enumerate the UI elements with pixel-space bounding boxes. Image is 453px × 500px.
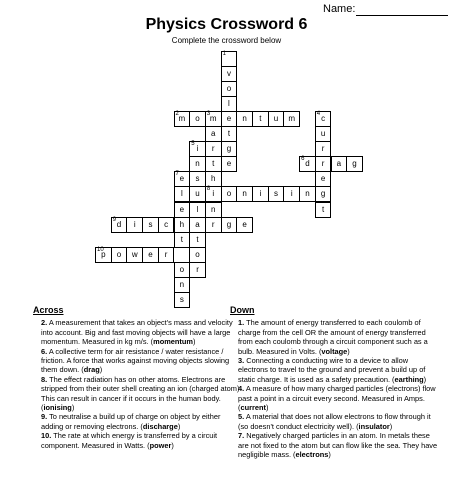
clue-text: The amount of energy transferred to each coulomb of charge from the cell OR the amount of energy transferred from each coulomb through a circuit component such as a bulb. Measured in Volts. xyxy=(238,318,428,356)
across-clue: 6. A collective term for air resistance / water resistance / friction. A force that works against moving objects slowing them down. (drag) xyxy=(41,346,230,375)
crossword-cell[interactable] xyxy=(189,141,206,157)
crossword-cell[interactable] xyxy=(174,202,191,218)
cell-letter: o xyxy=(116,249,122,259)
cell-letter: h xyxy=(211,174,216,184)
cell-letter: t xyxy=(227,129,231,139)
cell-letter: n xyxy=(242,189,247,199)
cell-letter: n xyxy=(195,159,200,169)
crossword-cell[interactable] xyxy=(205,202,222,218)
crossword-cell[interactable] xyxy=(315,126,332,142)
cell-letter: o xyxy=(226,84,232,94)
clue-text: A measure of how many charged particles (electrons) flow past a point in a circuit every second. Measured in Amps. xyxy=(238,384,436,403)
crossword-cell[interactable] xyxy=(268,186,285,202)
cell-letter: e xyxy=(226,114,232,124)
cell-letter: r xyxy=(211,219,215,229)
crossword-cell[interactable] xyxy=(189,247,206,263)
clue-number: 1. xyxy=(238,318,245,328)
cell-letter: c xyxy=(321,114,326,124)
cell-letter: i xyxy=(259,189,262,199)
clue-number: 5 xyxy=(191,141,195,148)
across-heading: Across xyxy=(33,305,64,315)
crossword-cell[interactable] xyxy=(268,111,285,127)
cell-letter: s xyxy=(179,294,184,304)
crossword-cell[interactable] xyxy=(111,217,128,233)
crossword-cell[interactable] xyxy=(236,217,253,233)
clue-number: 10. xyxy=(41,431,52,441)
clue-number: 7. xyxy=(238,431,245,441)
clue-answer: power xyxy=(149,440,172,450)
crossword-cell[interactable] xyxy=(174,277,191,293)
down-clue: 5. A material that does not allow electrons to flow through it (so doesn't conduct electricity well). (insulator) xyxy=(238,412,431,431)
crossword-cell[interactable] xyxy=(174,262,191,278)
cell-letter: i xyxy=(133,219,136,229)
down-clue-list xyxy=(230,318,440,459)
crossword-cell[interactable] xyxy=(205,217,222,233)
crossword-cell[interactable] xyxy=(205,126,222,142)
cell-letter: t xyxy=(196,234,199,244)
crossword-cell[interactable] xyxy=(189,171,206,187)
crossword-cell[interactable] xyxy=(126,217,143,233)
cell-letter: i xyxy=(212,189,215,199)
cell-letter: u xyxy=(320,129,326,139)
page-subtitle: Complete the crossword below xyxy=(171,36,282,45)
clue-number: 2 xyxy=(175,111,179,118)
cell-letter: o xyxy=(226,189,232,199)
cell-letter: g xyxy=(226,144,232,154)
crossword-cell[interactable] xyxy=(205,156,222,172)
across-clue: 2. A measurement that takes an object's mass and velocity into account. Big and fast moving objects will have a large momentum. Measured in kg m/s. (momentum) xyxy=(41,318,233,347)
clue-number: 8. xyxy=(41,374,48,384)
crossword-cell[interactable] xyxy=(189,217,206,233)
clue-number: 10 xyxy=(97,246,104,253)
across-clue-list xyxy=(33,318,243,450)
cell-letter: o xyxy=(195,114,200,124)
clue-number: 4. xyxy=(238,384,245,394)
crossword-cell[interactable] xyxy=(315,141,332,157)
cell-letter: r xyxy=(211,144,215,154)
clue-answer: discharge xyxy=(142,421,178,431)
clue-answer: earthing xyxy=(394,374,424,384)
cell-letter: g xyxy=(226,219,232,229)
crossword-cell[interactable] xyxy=(221,111,238,127)
crossword-cell[interactable] xyxy=(236,186,253,202)
clue-answer: ionising xyxy=(43,403,72,413)
clue-answer: current xyxy=(240,403,266,413)
clue-answer: momentum xyxy=(153,337,193,347)
cell-letter: n xyxy=(242,114,247,124)
clue-answer: electrons xyxy=(295,450,329,460)
clue-number: 3. xyxy=(238,356,245,366)
clue-text: Connecting a conducting wire to a device to allow electrons to travel to the ground and prevent a build up of static charge. It is used as a safety precaution. xyxy=(238,356,426,384)
crossword-cell[interactable] xyxy=(221,141,238,157)
down-clue: 3. Connecting a conducting wire to a device to allow electrons to travel to the ground and prevent a build up of static charge. It is used as a safety precaution. (earthing) xyxy=(238,356,427,384)
clue-answer: voltage xyxy=(321,346,348,356)
crossword-cell[interactable] xyxy=(126,247,143,263)
crossword-cell[interactable] xyxy=(299,156,316,172)
clue-text: The rate at which energy is transferred by a circuit component. Measured in Watts. xyxy=(41,431,218,450)
crossword-cell[interactable] xyxy=(252,186,269,202)
clue-text: A collective term for air resistance / water resistance / friction. A force that works against moving objects slowing them down. xyxy=(41,346,230,375)
cell-letter: l xyxy=(228,99,230,109)
cell-letter: r xyxy=(321,159,325,169)
crossword-cell[interactable] xyxy=(315,202,332,218)
cell-letter: a xyxy=(211,129,216,139)
crossword-cell[interactable] xyxy=(158,217,175,233)
cell-letter: o xyxy=(195,249,200,259)
crossword-cell[interactable] xyxy=(142,217,159,233)
cell-letter: l xyxy=(180,189,183,199)
crossword-cell[interactable] xyxy=(221,81,238,97)
down-clue: 4. A measure of how many charged particles (electrons) flow past a point in a circuit every second. Measured in Amps. (current) xyxy=(238,384,436,413)
crossword-cell[interactable] xyxy=(221,156,238,172)
crossword-cell[interactable] xyxy=(315,171,332,187)
cell-letter: t xyxy=(259,114,262,124)
clue-number: 2. xyxy=(41,318,48,328)
cell-letter: v xyxy=(226,69,231,79)
clue-number: 3 xyxy=(206,111,211,118)
crossword-cell[interactable] xyxy=(221,96,238,112)
crossword-cell[interactable] xyxy=(315,156,332,172)
clue-number: 7 xyxy=(175,171,179,178)
crossword-cell[interactable] xyxy=(174,186,191,202)
crossword-cell[interactable] xyxy=(346,156,363,172)
cell-letter: p xyxy=(101,249,106,259)
clue-text: Negatively charged particles in an atom. In metals these are not fixed to the atom but can flow like the sea. They have negligible mass. xyxy=(238,431,438,460)
crossword-cell[interactable] xyxy=(221,217,238,233)
crossword-cell[interactable] xyxy=(283,186,300,202)
crossword-cell[interactable] xyxy=(174,217,191,233)
across-clue: 8. The effect radiation has on other atoms. Electrons are stripped from their outer shell creating an ion (charged atom) This can result in cancer if it occurs in the human body. (ionising) xyxy=(41,374,240,413)
cell-letter: w xyxy=(131,249,138,259)
cell-letter: d xyxy=(305,159,310,169)
crossword-cell[interactable] xyxy=(205,186,222,202)
crossword-cell[interactable] xyxy=(189,156,206,172)
cell-letter: a xyxy=(336,159,342,169)
clue-number: 5. xyxy=(238,412,245,422)
crossword-cell[interactable] xyxy=(315,186,332,202)
clue-answer: insulator xyxy=(358,421,390,431)
cell-letter: c xyxy=(164,219,169,229)
clue-text: A material that does not allow electrons to flow through it (so doesn't conduct electricity well). xyxy=(238,412,431,431)
cell-letter: s xyxy=(274,189,279,199)
crossword-cell[interactable] xyxy=(158,247,175,263)
cell-letter: n xyxy=(179,279,185,289)
crossword-cell[interactable] xyxy=(189,262,206,278)
cell-letter: u xyxy=(195,189,200,199)
cell-letter: e xyxy=(148,249,153,259)
cell-letter: t xyxy=(180,234,183,244)
cell-letter: e xyxy=(226,159,232,169)
cell-letter: d xyxy=(116,219,122,229)
cell-letter: r xyxy=(196,264,199,274)
crossword-cell[interactable] xyxy=(221,66,238,82)
crossword-cell[interactable] xyxy=(174,111,191,127)
cell-letter: r xyxy=(321,144,325,154)
clue-number: 9 xyxy=(112,216,117,223)
crossword-cell[interactable] xyxy=(221,126,238,142)
cell-letter: m xyxy=(209,114,217,124)
crossword-cell[interactable] xyxy=(252,111,269,127)
clue-number: 6. xyxy=(41,346,48,356)
cell-letter: o xyxy=(179,264,185,274)
clue-number: 8 xyxy=(206,186,211,193)
crossword-cell[interactable] xyxy=(221,186,238,202)
cell-letter: e xyxy=(242,219,247,229)
crossword-cell[interactable] xyxy=(174,171,191,187)
page-title: Physics Crossword 6 xyxy=(145,16,308,33)
down-clue: 1. The amount of energy transferred to each coulomb of charge from the cell OR the amount of energy transferred from each coulomb through a circuit component such as a bulb. Measured in Volts. (voltage) xyxy=(238,318,428,356)
across-clues xyxy=(33,306,243,450)
down-heading: Down xyxy=(230,305,255,315)
cell-letter: e xyxy=(179,204,185,214)
crossword-cell[interactable] xyxy=(205,171,222,187)
clue-number: 4 xyxy=(316,111,321,118)
crossword-cell[interactable] xyxy=(189,232,206,248)
cell-letter: n xyxy=(211,204,216,214)
crossword-cell[interactable] xyxy=(189,202,206,218)
crossword-cell[interactable] xyxy=(315,111,332,127)
cell-letter: g xyxy=(352,159,357,169)
cell-letter: n xyxy=(305,189,310,199)
crossword-cell[interactable] xyxy=(205,111,222,127)
crossword-cell[interactable] xyxy=(142,247,159,263)
clue-number: 9. xyxy=(41,412,48,422)
crossword-cell[interactable] xyxy=(283,111,300,127)
cell-letter: a xyxy=(195,219,200,229)
cell-letter: t xyxy=(212,159,215,169)
crossword-cell[interactable] xyxy=(236,111,253,127)
crossword-cell[interactable] xyxy=(189,186,206,202)
cell-letter: m xyxy=(178,114,186,124)
crossword-cell[interactable] xyxy=(331,156,348,172)
crossword-cell[interactable] xyxy=(189,111,206,127)
cell-letter: e xyxy=(320,174,326,184)
clue-text: A measurement that takes an object's mass and velocity into account. Big and fast moving objects will have a large momentum. Measured in kg m/s. xyxy=(41,318,233,347)
cell-letter: e xyxy=(179,174,185,184)
cell-letter: g xyxy=(320,189,326,199)
cell-letter: u xyxy=(273,114,279,124)
clue-answer: drag xyxy=(83,365,100,375)
crossword-cell[interactable] xyxy=(299,186,316,202)
clue-number: 1 xyxy=(222,51,226,57)
clue-number: 6 xyxy=(301,156,305,163)
clue-text: The effect radiation has on other atoms. Electrons are stripped from their outer shell creating an ion (charged atom) This can result in cancer if it occurs in the human body. xyxy=(41,374,240,403)
cell-letter: t xyxy=(322,204,325,214)
down-clues xyxy=(230,306,440,460)
cell-letter: i xyxy=(196,144,199,154)
crossword-cell[interactable] xyxy=(205,141,222,157)
cell-letter: r xyxy=(164,249,168,259)
crossword-cell[interactable] xyxy=(111,247,128,263)
cell-letter: s xyxy=(148,219,153,229)
name-label: Name: xyxy=(323,3,356,15)
crossword-cell[interactable] xyxy=(95,247,112,263)
across-clue: 9. To neutralise a build up of charge on object by either adding or removing electrons. (discharge) xyxy=(41,412,221,431)
cell-letter: l xyxy=(196,204,199,214)
down-clue: 7. Negatively charged particles in an atom. In metals these are not fixed to the atom but can flow like the sea. They have negligible mass. (electrons) xyxy=(238,431,438,460)
cell-letter: h xyxy=(179,219,185,229)
cell-letter: s xyxy=(195,174,200,184)
cell-letter: i xyxy=(290,189,293,199)
cell-letter: m xyxy=(288,114,296,124)
clue-text: To neutralise a build up of charge on object by either adding or removing electrons. xyxy=(41,412,221,431)
crossword-cell[interactable] xyxy=(174,232,191,248)
crossword-cell[interactable] xyxy=(221,51,238,67)
across-clue: 10. The rate at which energy is transferred by a circuit component. Measured in Watts. (power) xyxy=(41,431,218,450)
